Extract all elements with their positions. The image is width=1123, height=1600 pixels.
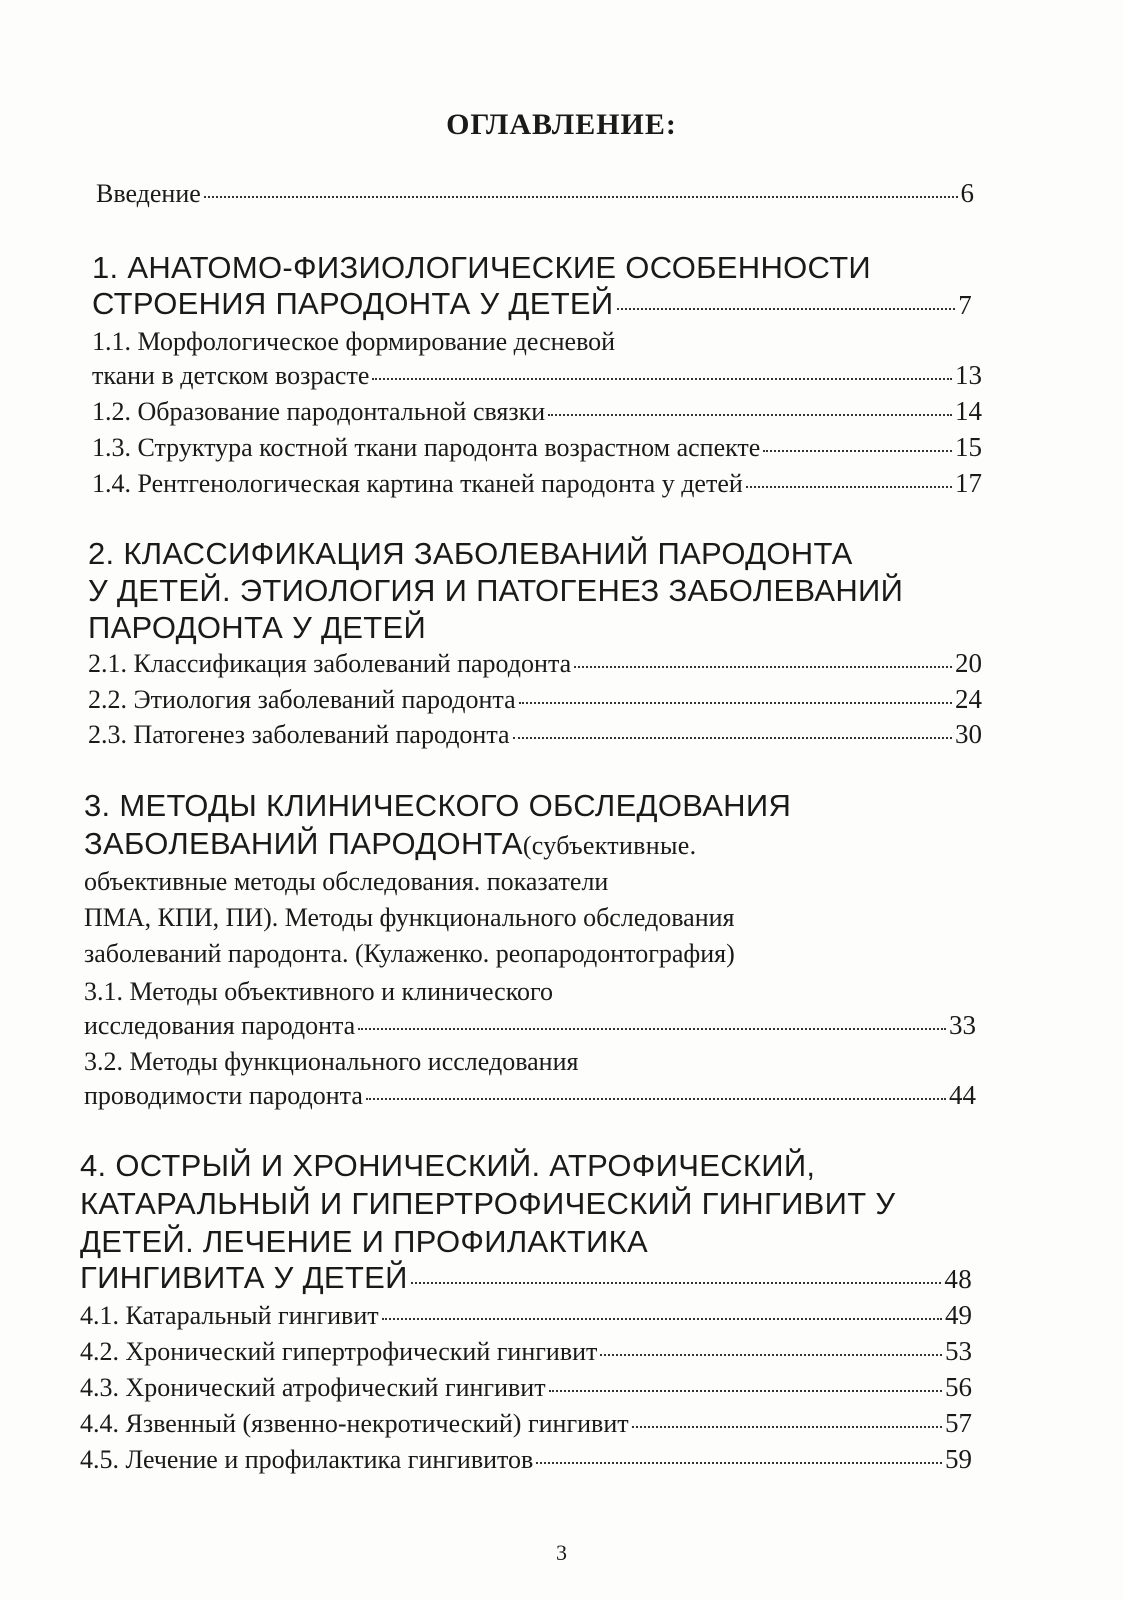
toc-entry-4-1 — [80, 1302, 972, 1329]
dot-leader — [763, 450, 952, 452]
toc-section-text: объективные методы обследования. показатели — [84, 867, 609, 896]
toc-page-number: 44 — [949, 1080, 976, 1110]
toc-section-text: заболеваний пародонта. (Кулаженко. реопародонтография) — [84, 939, 735, 968]
toc-entry-text: СТРОЕНИЯ ПАРОДОНТА У ДЕТЕЙ — [92, 286, 614, 321]
toc-entry-text: 4.2. Хронический гипертрофический гингивит — [80, 1337, 598, 1366]
toc-page-number: 14 — [955, 396, 982, 426]
toc-page-number: 49 — [945, 1300, 972, 1330]
dot-leader — [632, 1426, 942, 1428]
toc-page-number: 33 — [949, 1010, 976, 1040]
toc-subsection-heading: 3.1. Методы объективного и клинического — [84, 977, 554, 1006]
toc-entry-text: ткани в детском возрасте — [92, 361, 370, 390]
dot-leader — [358, 1028, 946, 1030]
toc-entry-2-2 — [88, 686, 982, 713]
toc-entry-3-1 — [84, 1012, 976, 1039]
toc-entry-4-4 — [80, 1410, 972, 1437]
toc-entry-text: 2.1. Классификация заболеваний пародонта — [88, 649, 572, 678]
toc-section-text: ПМА, КПИ, ПИ). Методы функционального обследования — [84, 903, 735, 932]
toc-entry-3-2 — [84, 1082, 976, 1109]
dot-leader — [746, 486, 952, 488]
toc-entry-text: 2.2. Этиология заболеваний пародонта — [88, 685, 516, 714]
toc-entry-text: 4.5. Лечение и профилактика гингивитов — [80, 1445, 534, 1474]
dot-leader — [617, 308, 956, 310]
toc-entry-text: 1.3. Структура костной ткани пародонта возрастном аспекте — [92, 433, 761, 462]
toc-page-number: 6 — [960, 178, 974, 208]
toc-section-heading: ЗАБОЛЕВАНИЙ ПАРОДОНТА (субъективные. — [84, 826, 697, 861]
dot-leader — [366, 1098, 946, 1100]
toc-page-number: 15 — [955, 432, 982, 462]
toc-subsection-heading: 1.1. Морфологическое формирование десневой — [92, 327, 616, 356]
toc-page-number: 20 — [955, 648, 982, 678]
toc-page-number: 48 — [944, 1264, 972, 1294]
toc-section-heading: У ДЕТЕЙ. ЭТИОЛОГИЯ И ПАТОГЕНЕЗ ЗАБОЛЕВАНИЙ — [88, 573, 904, 608]
toc-entry-text: исследования пародонта — [84, 1011, 356, 1040]
toc-entry-text: 4.4. Язвенный (язвенно-некротический) гингивит — [80, 1409, 629, 1438]
toc-entry-1-3 — [92, 434, 982, 461]
dot-leader — [204, 196, 958, 198]
toc-section-heading: 1. АНАТОМО-ФИЗИОЛОГИЧЕСКИЕ ОСОБЕННОСТИ — [92, 250, 872, 285]
toc-entry-text: 4.3. Хронический атрофический гингивит — [80, 1373, 546, 1402]
toc-title: ОГЛАВЛЕНИЕ: — [446, 108, 677, 141]
toc-entry-text: 1.2. Образование пародонтальной связки — [92, 397, 546, 426]
toc-entry-1-2 — [92, 398, 982, 425]
dot-leader — [549, 1390, 942, 1392]
dot-leader — [574, 666, 952, 668]
toc-section-heading: 3. МЕТОДЫ КЛИНИЧЕСКОГО ОБСЛЕДОВАНИЯ — [84, 788, 792, 823]
toc-entry-4-3 — [80, 1374, 972, 1401]
dot-leader — [536, 1462, 942, 1464]
toc-section-heading: ДЕТЕЙ. ЛЕЧЕНИЕ И ПРОФИЛАКТИКА — [80, 1224, 648, 1259]
toc-entry-2-1 — [88, 650, 982, 677]
dot-leader — [513, 737, 952, 739]
toc-entry-text: проводимости пародонта — [84, 1081, 363, 1110]
dot-leader — [600, 1354, 942, 1356]
toc-entry-4-2 — [80, 1338, 972, 1365]
dot-leader — [411, 1282, 942, 1284]
toc-entry-text: 1.4. Рентгенологическая картина тканей пародонта у детей — [92, 469, 743, 498]
toc-page-number: 57 — [945, 1408, 972, 1438]
toc-section-heading: КАТАРАЛЬНЫЙ И ГИПЕРТРОФИЧЕСКИЙ ГИНГИВИТ У — [80, 1186, 896, 1221]
toc-page-number: 7 — [958, 290, 972, 320]
toc-entry-text: Введение — [96, 179, 201, 208]
toc-page-number: 17 — [955, 468, 982, 498]
dot-leader — [519, 702, 952, 704]
toc-entry-section-1 — [92, 288, 972, 319]
toc-entry-4-5 — [80, 1446, 972, 1473]
toc-page-number: 30 — [955, 719, 982, 749]
toc-entry-intro — [96, 180, 974, 207]
toc-section-heading: ПАРОДОНТА У ДЕТЕЙ — [88, 610, 427, 645]
toc-entry-text: ГИНГИВИТА У ДЕТЕЙ — [80, 1260, 408, 1295]
toc-page-number: 59 — [945, 1444, 972, 1474]
toc-section-heading: 2. КЛАССИФИКАЦИЯ ЗАБОЛЕВАНИЙ ПАРОДОНТА — [88, 536, 853, 571]
dot-leader — [372, 378, 952, 380]
toc-page-number: 24 — [955, 684, 982, 714]
toc-entry-1-4 — [92, 470, 982, 497]
toc-page-number: 53 — [945, 1336, 972, 1366]
toc-entry-text: 4.1. Катаральный гингивит — [80, 1301, 379, 1330]
toc-section-heading: 4. ОСТРЫЙ И ХРОНИЧЕСКИЙ. АТРОФИЧЕСКИЙ, — [80, 1148, 816, 1183]
toc-entry-2-3 — [88, 721, 982, 748]
dot-leader — [548, 414, 952, 416]
toc-page-number: 56 — [945, 1372, 972, 1402]
toc-subsection-heading: 3.2. Методы функционального исследования — [84, 1047, 579, 1076]
page-number: 3 — [556, 1540, 567, 1565]
toc-entry-text: 2.3. Патогенез заболеваний пародонта — [88, 720, 510, 749]
toc-entry-section-4 — [80, 1262, 972, 1293]
toc-page-number: 13 — [955, 360, 982, 390]
toc-entry-1-1 — [92, 362, 982, 389]
dot-leader — [382, 1318, 942, 1320]
